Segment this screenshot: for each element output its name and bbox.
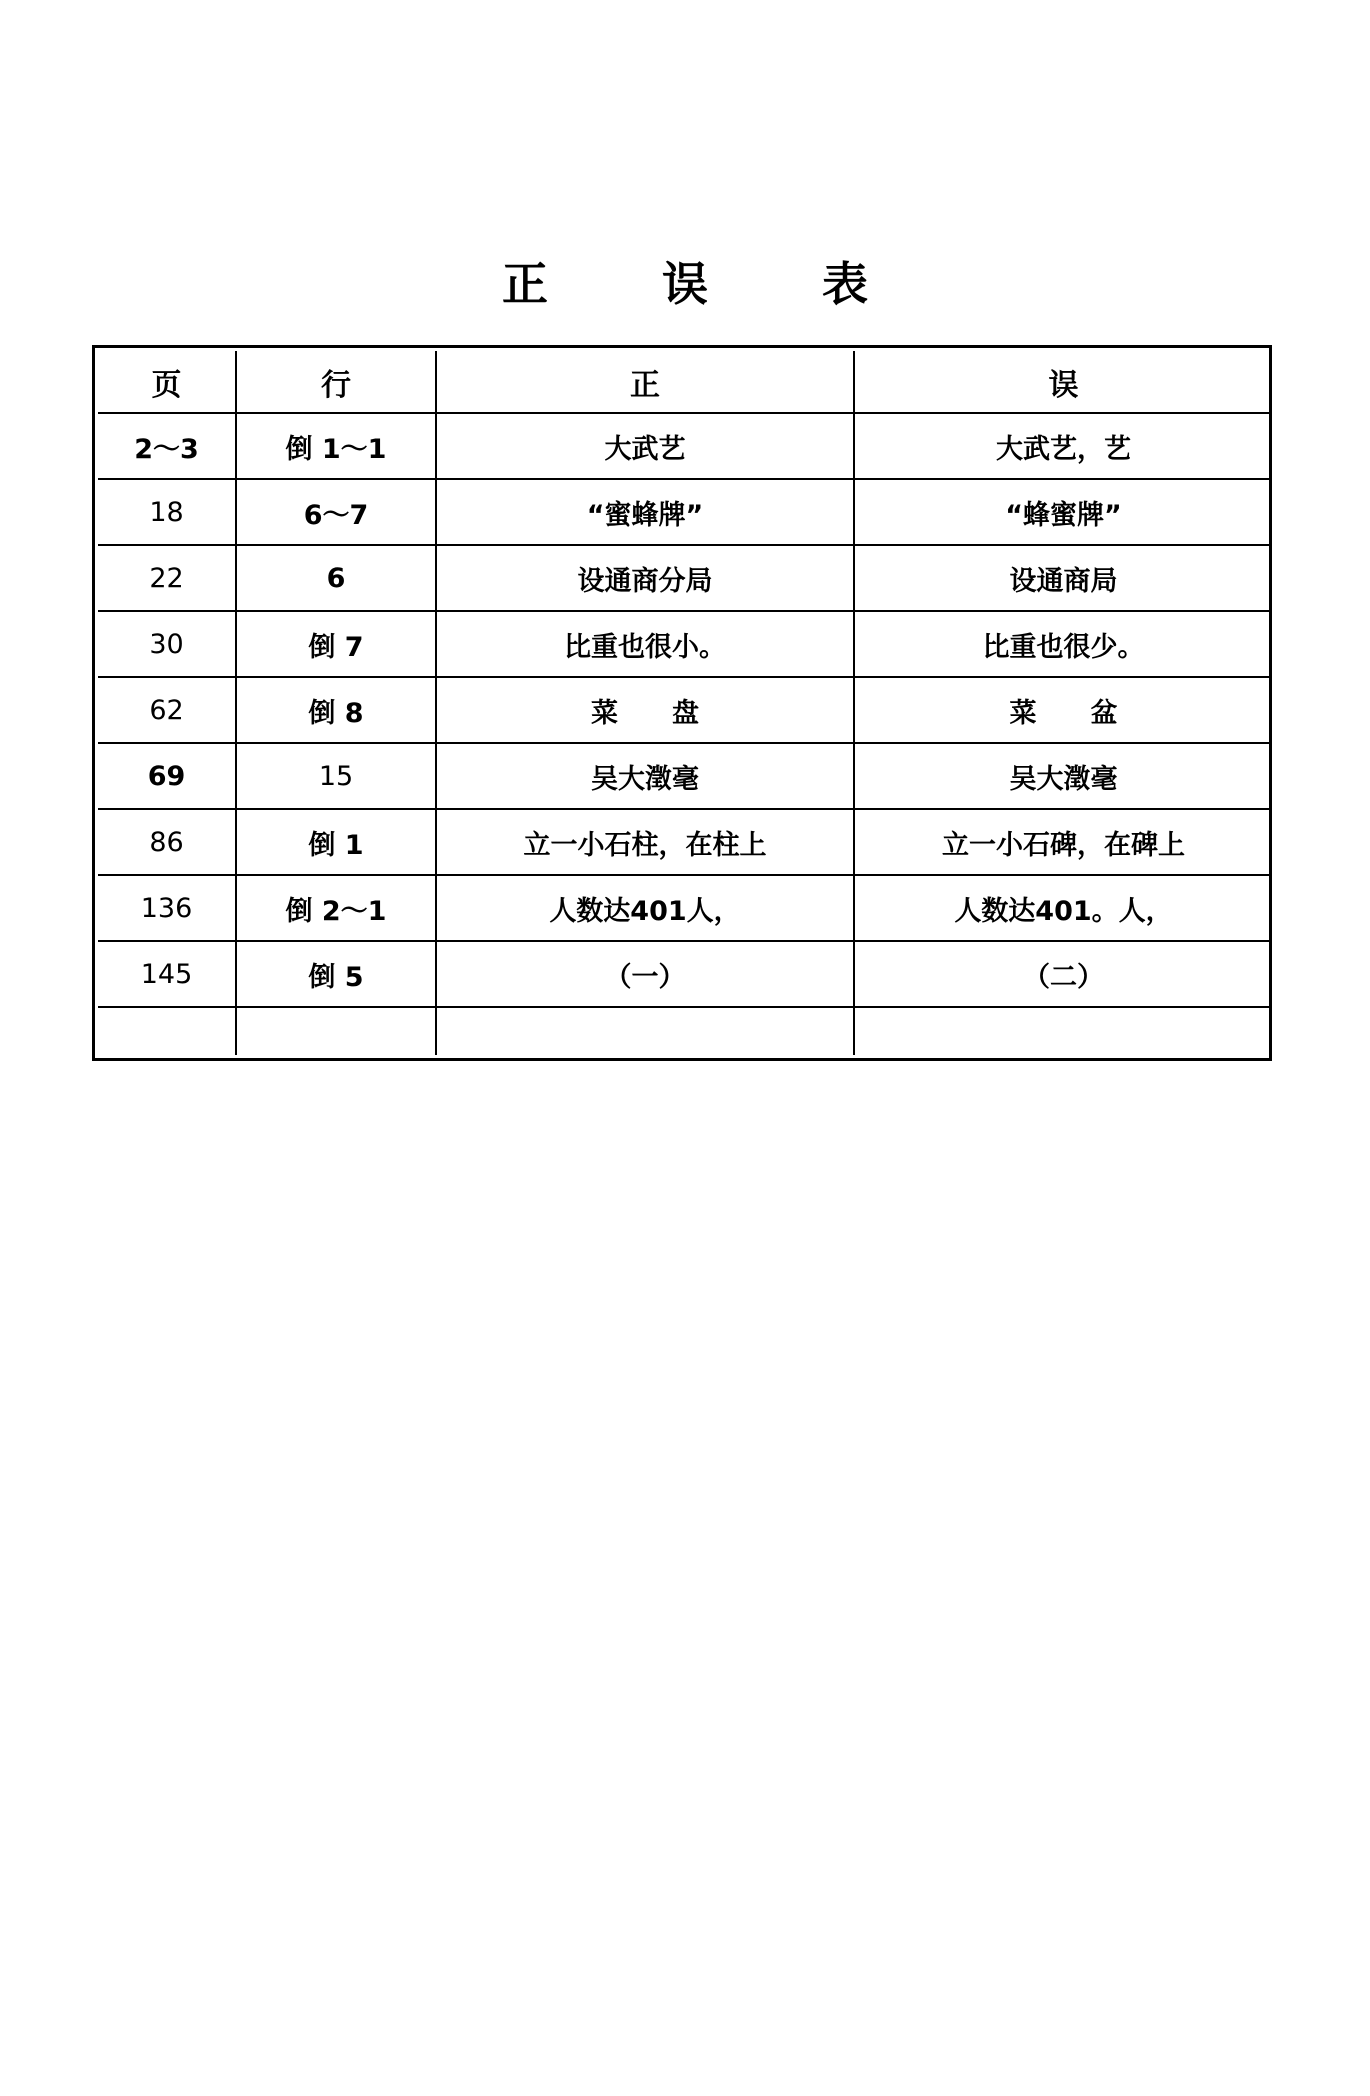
cell-page: 86 bbox=[98, 809, 236, 875]
table-body bbox=[98, 413, 1272, 1055]
cell-correct: （一） bbox=[436, 941, 854, 1007]
cell-line: 倒 2～1 bbox=[236, 875, 436, 941]
cell-correct: 立一小石柱，在柱上 bbox=[436, 809, 854, 875]
table-row bbox=[98, 545, 1272, 611]
cell-line: 6 bbox=[236, 545, 436, 611]
table-header bbox=[98, 351, 1272, 413]
table-row-empty bbox=[98, 1007, 1272, 1055]
cell-empty-line bbox=[236, 1007, 436, 1055]
cell-line: 15 bbox=[236, 743, 436, 809]
cell-wrong: 菜 盆 bbox=[854, 677, 1272, 743]
cell-wrong: “蜂蜜牌” bbox=[854, 479, 1272, 545]
table-row bbox=[98, 941, 1272, 1007]
cell-wrong: 大武艺，艺 bbox=[854, 413, 1272, 479]
cell-line: 倒 8 bbox=[236, 677, 436, 743]
cell-empty-wrong bbox=[854, 1007, 1272, 1055]
cell-page: 145 bbox=[98, 941, 236, 1007]
table-row bbox=[98, 677, 1272, 743]
table-row bbox=[98, 809, 1272, 875]
cell-correct: “蜜蜂牌” bbox=[436, 479, 854, 545]
cell-page: 69 bbox=[98, 743, 236, 809]
cell-correct: 吴大澂毫 bbox=[436, 743, 854, 809]
table-row bbox=[98, 875, 1272, 941]
table-row bbox=[98, 743, 1272, 809]
cell-wrong: 人数达401。人， bbox=[854, 875, 1272, 941]
column-header-page: 页 bbox=[98, 351, 236, 413]
cell-correct: 大武艺 bbox=[436, 413, 854, 479]
cell-page: 18 bbox=[98, 479, 236, 545]
cell-wrong: 立一小石碑，在碑上 bbox=[854, 809, 1272, 875]
errata-table bbox=[98, 351, 1272, 1055]
column-header-line: 行 bbox=[236, 351, 436, 413]
cell-line: 倒 5 bbox=[236, 941, 436, 1007]
cell-page: 22 bbox=[98, 545, 236, 611]
cell-correct: 菜 盘 bbox=[436, 677, 854, 743]
cell-empty-page bbox=[98, 1007, 236, 1055]
cell-page: 62 bbox=[98, 677, 236, 743]
cell-page: 30 bbox=[98, 611, 236, 677]
errata-table-container bbox=[92, 345, 1272, 1061]
cell-line: 倒 1～1 bbox=[236, 413, 436, 479]
column-header-wrong: 误 bbox=[854, 351, 1272, 413]
cell-wrong: （二） bbox=[854, 941, 1272, 1007]
table-row bbox=[98, 413, 1272, 479]
cell-line: 6～7 bbox=[236, 479, 436, 545]
table-header-row bbox=[98, 351, 1272, 413]
cell-wrong: 设通商局 bbox=[854, 545, 1272, 611]
table-row bbox=[98, 479, 1272, 545]
cell-correct: 比重也很小。 bbox=[436, 611, 854, 677]
cell-wrong: 比重也很少。 bbox=[854, 611, 1272, 677]
cell-page: 136 bbox=[98, 875, 236, 941]
cell-line: 倒 7 bbox=[236, 611, 436, 677]
page-title: 正 误 表 bbox=[502, 257, 902, 311]
table-row bbox=[98, 611, 1272, 677]
cell-correct: 人数达401人， bbox=[436, 875, 854, 941]
cell-line: 倒 1 bbox=[236, 809, 436, 875]
cell-correct: 设通商分局 bbox=[436, 545, 854, 611]
column-header-correct: 正 bbox=[436, 351, 854, 413]
cell-page: 2～3 bbox=[98, 413, 236, 479]
cell-empty-correct bbox=[436, 1007, 854, 1055]
cell-wrong: 吴大澂毫 bbox=[854, 743, 1272, 809]
